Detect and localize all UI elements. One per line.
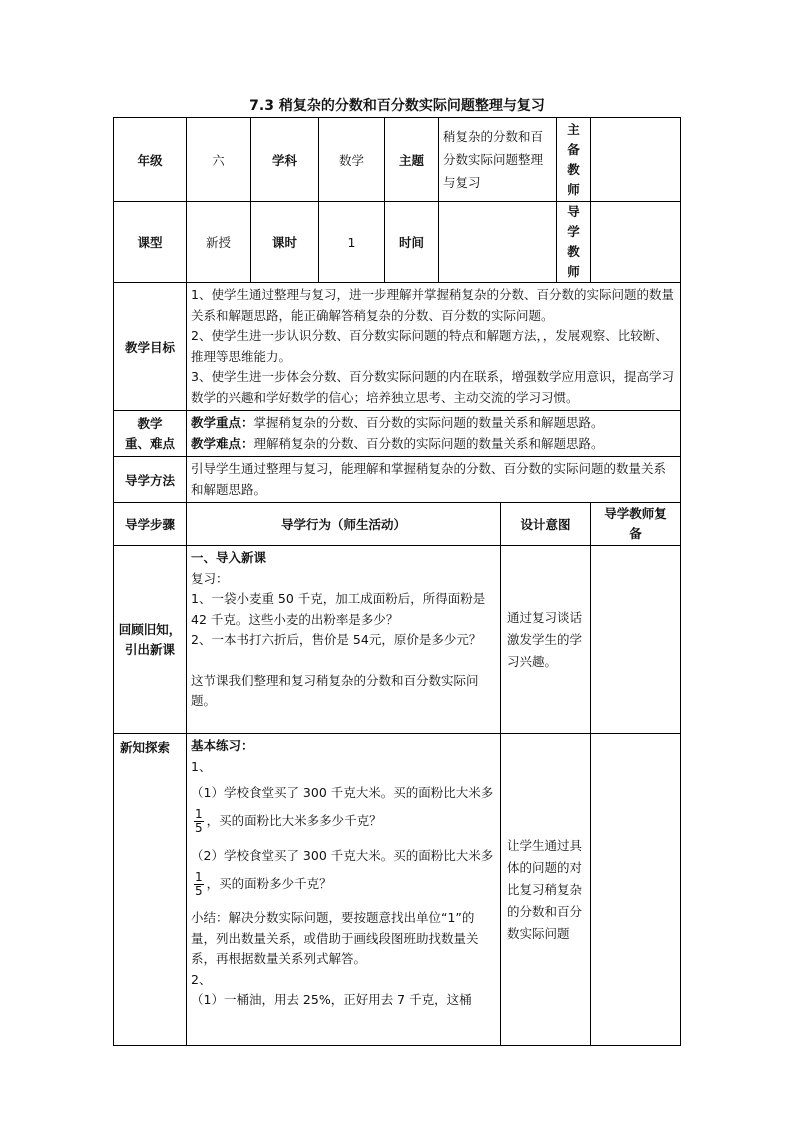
step1-intent: 通过复习谈话激发学生的学习兴趣。 (501, 546, 591, 734)
goals-content (187, 283, 681, 411)
header-step: 导学步骤 (114, 503, 187, 546)
time-label: 时间 (385, 202, 439, 283)
step2-label: 新知探索 (114, 734, 187, 1046)
difficult-point-text: 理解稍复杂的分数、百分数的实际问题的数量关系和解题思路。 (253, 435, 604, 451)
key-point-label: 教学重点： (191, 415, 254, 430)
step2-number-1: 1、 (191, 758, 212, 774)
goal-item-1: 1、使学生通过整理与复习，进一步理解并掌握稍复杂的分数、百分数的实际问题的数量关系和解题思路，能正确解答稍复杂的分数、百分数的实际问题。 (191, 287, 674, 323)
goal-item-2: 2、使学生进一步认识分数、百分数实际问题的特点和解题方法，，发展观察、比较断、推理等思维能力。 (191, 328, 668, 364)
step2-prep (591, 734, 681, 1046)
fraction-one-fifth (194, 871, 204, 898)
page-title: 7.3 稍复杂的分数和百分数实际问题整理与复习 (249, 98, 545, 114)
header-prep: 导学教师复备 (591, 503, 681, 546)
step1-question-1: 1、一袋小麦重 50 千克，加工成面粉后，所得面粉是 42 千克。这些小麦的出粉率是多少？ (191, 591, 486, 627)
step2-row (114, 734, 681, 1046)
step2-intent: 让学生通过具体的问题的对比复习稍复杂的分数和百分数实际问题 (501, 734, 591, 1046)
fraction-numerator: 1 (195, 807, 203, 821)
lesson-plan-table (113, 117, 681, 1046)
guide-teacher-value (591, 202, 681, 283)
method-row (114, 457, 681, 503)
step1-row (114, 546, 681, 734)
goal-item-3: 3、使学生进一步体会分数、百分数实际问题的内在联系，增强数学应用意识，提高学习数学的兴趣和学好数学的信心；培养独立思考、主动交流的学习习惯。 (191, 369, 674, 405)
period-label: 课时 (251, 202, 319, 283)
grade-value: 六 (187, 118, 251, 202)
period-value: 1 (319, 202, 385, 283)
step1-content (187, 546, 501, 734)
step2-number-2: 2、 (191, 971, 212, 987)
step2-problem-1b: ，买的面粉比大米多多少千克？ (206, 813, 382, 829)
header-intent: 设计意图 (501, 503, 591, 546)
key-points-label-line2: 重、难点 (124, 435, 175, 451)
subject-value: 数学 (319, 118, 385, 202)
header-activity: 导学行为（师生活动） (187, 503, 501, 546)
step1-label: 回顾旧知，引出新课 (114, 546, 187, 734)
topic-label: 主题 (385, 118, 439, 202)
type-label: 课型 (114, 202, 187, 283)
key-point (191, 413, 676, 434)
time-value (439, 202, 557, 283)
step1-review: 复习： (191, 570, 229, 586)
step1-question-2: 2、一本书打六折后，售价是 54元，原价是多少元？ (191, 632, 482, 647)
step2-problem-1b-line (191, 804, 496, 840)
steps-header-row (114, 503, 681, 546)
subject-label: 学科 (251, 118, 319, 202)
difficult-point (191, 434, 676, 455)
info-row-1 (114, 118, 681, 202)
step2-problem-2b-line (191, 866, 496, 902)
grade-label: 年级 (114, 118, 187, 202)
type-value: 新授 (187, 202, 251, 283)
fraction-one-fifth (194, 808, 204, 835)
key-points-label-line1: 教学 (137, 415, 163, 431)
key-points-label (114, 411, 187, 457)
method-label: 导学方法 (114, 457, 187, 503)
topic-value: 稍复杂的分数和百分数实际问题整理与复习 (439, 118, 557, 202)
fraction-numerator: 1 (195, 869, 203, 884)
lead-teacher-label: 主备教师 (557, 118, 591, 202)
step1-outro: 这节课我们整理和复习稍复杂的分数和百分数实际问题。 (191, 672, 479, 708)
key-point-text: 掌握稍复杂的分数、百分数的实际问题的数量关系和解题思路。 (253, 415, 604, 430)
step2-summary: 小结：解决分数实际问题，要按题意找出单位“1”的量，列出数量关系，或借助于画线段图班助找数量关系，再根据数量关系列式解答。 (191, 910, 479, 966)
step2-problem-3: （1）一桶油，用去 25%，正好用去 7 千克，这桶 (191, 992, 472, 1007)
step2-problem-2a: （2）学校食堂买了 300 千克大米。买的面粉比大米多 (191, 847, 494, 863)
difficult-point-label: 教学难点： (191, 435, 254, 451)
step1-heading: 一、导入新课 (191, 550, 267, 565)
info-row-2 (114, 202, 681, 283)
step2-heading: 基本练习： (191, 738, 254, 753)
step2-problem-1a: （1）学校食堂买了 300 千克大米。买的面粉比大米多 (191, 785, 494, 800)
key-points-content (187, 411, 681, 457)
method-text: 引导学生通过整理与复习，能理解和掌握稍复杂的分数、百分数的实际问题的数量关系和解题思路。 (187, 457, 681, 503)
lead-teacher-value (591, 118, 681, 202)
step2-problem-2b: ，买的面粉多少千克？ (206, 875, 332, 891)
step2-content (187, 734, 501, 1046)
guide-teacher-label: 导学教师 (557, 202, 591, 283)
step1-prep (591, 546, 681, 734)
fraction-denominator: 5 (195, 821, 203, 835)
fraction-denominator: 5 (195, 883, 203, 898)
goals-row (114, 283, 681, 411)
goals-label: 教学目标 (114, 283, 187, 411)
key-points-row (114, 411, 681, 457)
